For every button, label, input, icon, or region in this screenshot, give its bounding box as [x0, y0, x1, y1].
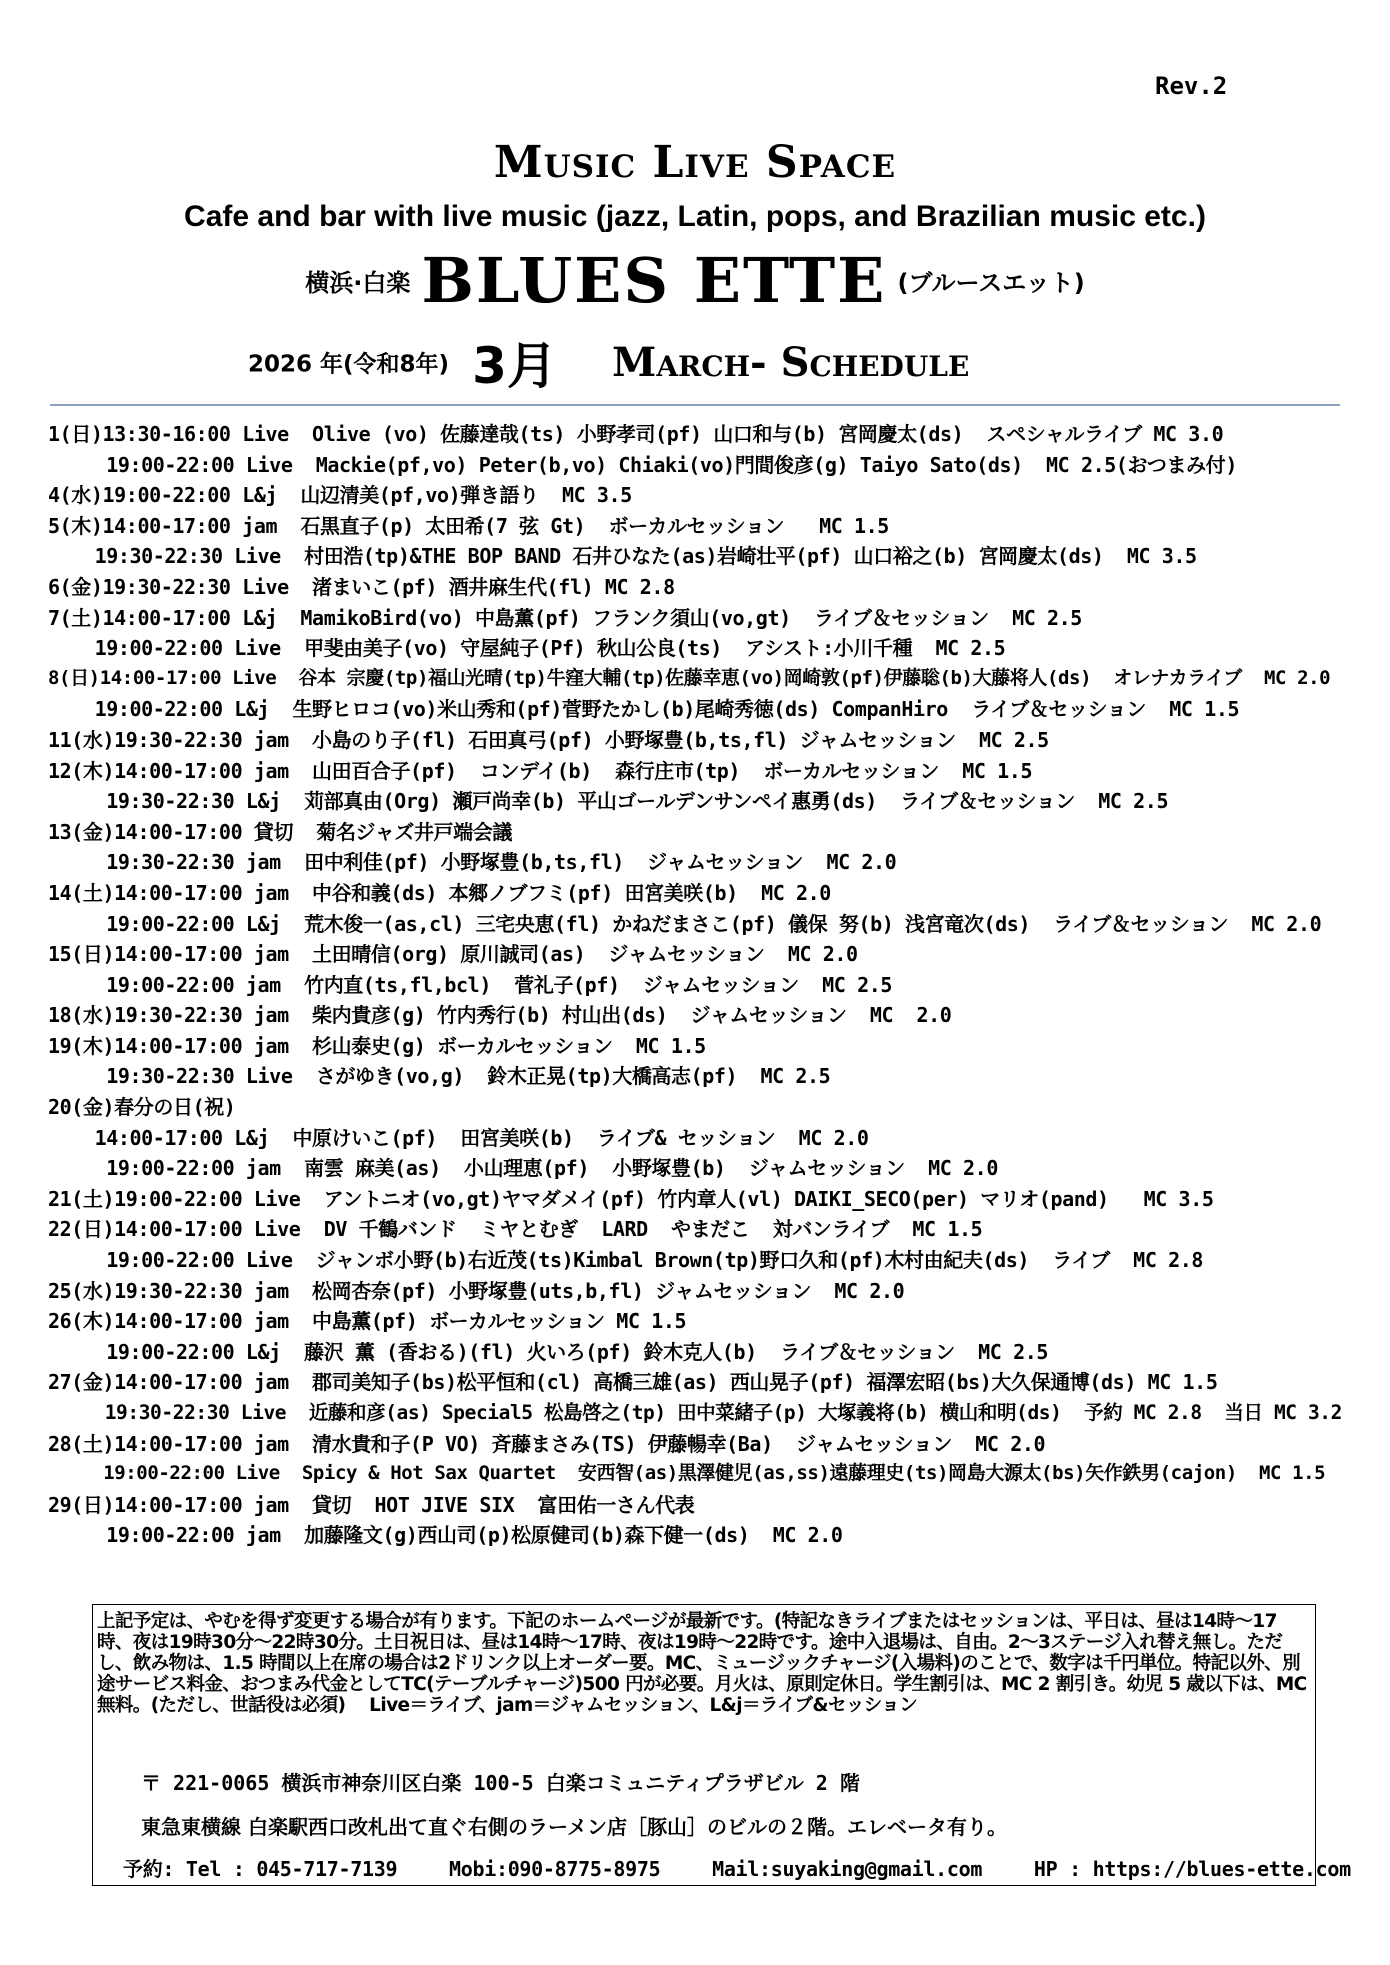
- schedule-row: 28(土)14:00-17:00 jam 清水貴和子(P VO) 斉藤まさみ(TS) 伊藤暢幸(Ba) ジャムセッション MC 2.0: [48, 1431, 1046, 1456]
- schedule-row: 19:00-22:00 Live 甲斐由美子(vo) 守屋純子(Pf) 秋山公良(ts) アシスト:小川千種 MC 2.5: [48, 636, 1006, 661]
- schedule-row: 18(水)19:30-22:30 jam 柴内貴彦(g) 竹内秀行(b) 村山出(ds) ジャムセッション MC 2.0: [48, 1003, 952, 1028]
- schedule-row: 7(土)14:00-17:00 L&j MamikoBird(vo) 中島薫(pf) フランク須山(vo,gt) ライブ＆セッション MC 2.5: [48, 605, 1082, 630]
- divider: [50, 404, 1340, 406]
- notice-text: 上記予定は、やむを得ず変更する場合が有ります。下記のホームページが最新です。(特記なきライブまたはセッションは、平日は、昼は14時～17時、夜は19時30分～22時30分。土日祝日は、昼は14時～17時、夜は19時～22時です。途中入退場は、自由。2～3ステージ入れ替え無し。ただし、飲み物は、1.5 時間以上在席の場合は2ドリンク以上オーダー要。MC、ミュージックチャージ(入場料)のことで、数字は千円単位。特記以外、別途サービス料金、おつまみ代金としてTC(テーブルチャージ)500 円が必要。月火は、原則定休日。学生割引は、MC 2 割引き。幼児 5 歳以下は、MC 無料。(ただし、世話役は必須) Live＝ライブ、jam＝ジャムセッション、L&j＝ライブ&セッション: [97, 1611, 1307, 1716]
- schedule-row: 19:30-22:30 Live 村田浩(tp)&THE BOP BAND 石井ひなた(as)岩崎壮平(pf) 山口裕之(b) 宮岡慶太(ds) MC 3.5: [48, 544, 1197, 569]
- schedule-row: 15(日)14:00-17:00 jam 土田晴信(org) 原川誠司(as) ジャムセッション MC 2.0: [48, 942, 858, 967]
- venue-line: [0, 244, 1390, 317]
- schedule-row: 4(水)19:00-22:00 L&j 山辺清美(pf,vo)弾き語り MC 3.5: [48, 483, 632, 508]
- schedule-row: 1(日)13:30-16:00 Live Olive (vo) 佐藤達哉(ts) 小野孝司(pf) 山口和与(b) 宮岡慶太(ds) スペシャルライブ MC 3.0: [48, 422, 1224, 446]
- schedule-label: March- Schedule: [612, 338, 970, 386]
- schedule-row: 20(金)春分の日(祝): [48, 1095, 236, 1120]
- venue-location: 横浜·白楽: [305, 269, 411, 297]
- schedule-row: 5(木)14:00-17:00 jam 石黒直子(p) 太田希(7 弦 Gt) ボーカルセッション MC 1.5: [48, 513, 889, 538]
- schedule-row: 19:00-22:00 Live Mackie(pf,vo) Peter(b,vo) Chiaki(vo)門間俊彦(g) Taiyo Sato(ds) MC 2.5(おつまみ付): [48, 452, 1237, 477]
- schedule-row: 19:00-22:00 L&j 荒木俊一(as,cl) 三宅央恵(fl) かねだまさこ(pf) 儀保 努(b) 浅宮竜次(ds) ライブ＆セッション MC 2.0: [48, 911, 1322, 936]
- schedule-row: 12(木)14:00-17:00 jam 山田百合子(pf) コンデイ(b) 森行庄市(tp) ボーカルセッション MC 1.5: [48, 758, 1033, 783]
- schedule-row: 19:00-22:00 Live Spicy & Hot Sax Quartet 安西智(as)黒澤健児(as,ss)遠藤理史(ts)岡島大源太(bs)矢作鉄男(cajon) MC 1.5: [48, 1462, 1326, 1485]
- venue-brand: BLUES ETTE: [421, 244, 887, 317]
- schedule-row: 19:00-22:00 jam 竹内直(ts,fl,bcl) 菅礼子(pf) ジャムセッション MC 2.5: [48, 972, 893, 997]
- schedule-row: 11(水)19:30-22:30 jam 小島のり子(fl) 石田真弓(pf) 小野塚豊(b,ts,fl) ジャムセッション MC 2.5: [48, 727, 1049, 752]
- email-link[interactable]: Mail:suyaking@gmail.com: [712, 1857, 983, 1881]
- notice-box: [92, 1604, 1351, 1886]
- schedule-row: 14(土)14:00-17:00 jam 中谷和義(ds) 本郷ノブフミ(pf) 田宮美咲(b) MC 2.0: [48, 880, 831, 905]
- mobile-number[interactable]: Mobi:090-8775-8975: [448, 1857, 661, 1881]
- address: 〒 221-0065 横浜市神奈川区白楽 100-5 白楽コミュニティプラザビル 2 階: [141, 1771, 860, 1795]
- schedule-row: 22(日)14:00-17:00 Live DV 千鶴バンド ミヤとむぎ LARD やまだこ 対バンライブ MC 1.5: [48, 1217, 983, 1242]
- schedule-row: 29(日)14:00-17:00 jam 貸切 HOT JIVE SIX 富田佑一さん代表: [48, 1492, 695, 1517]
- contact-line: [123, 1853, 1351, 1882]
- page-title: Music Live Space: [493, 137, 897, 188]
- schedule-row: 19:00-22:00 jam 南雲 麻美(as) 小山理恵(pf) 小野塚豊(b) ジャムセッション MC 2.0: [48, 1156, 998, 1181]
- schedule-row: 25(水)19:30-22:30 jam 松岡杏奈(pf) 小野塚豊(uts,b,fl) ジャムセッション MC 2.0: [48, 1278, 905, 1303]
- schedule-row: 19(木)14:00-17:00 jam 杉山泰史(g) ボーカルセッション MC 1.5: [48, 1033, 706, 1058]
- schedule-row: 19:00-22:00 L&j 藤沢 薫 (香おる)(fl) 火いろ(pf) 鈴木克人(b) ライブ＆セッション MC 2.5: [48, 1339, 1049, 1364]
- schedule-row: 13(金)14:00-17:00 貸切 菊名ジャズ井戸端会議: [48, 819, 512, 844]
- schedule-row: 19:30-22:30 L&j 苅部真由(Org) 瀬戸尚幸(b) 平山ゴールデンサンペイ惠勇(ds) ライブ＆セッション MC 2.5: [48, 789, 1169, 814]
- schedule-year: 2026 年(令和8年): [248, 351, 450, 378]
- phone-number[interactable]: 予約: Tel : 045-717-7139: [123, 1857, 398, 1881]
- schedule-list: [48, 418, 1348, 1550]
- schedule-row: 26(木)14:00-17:00 jam 中島薫(pf) ボーカルセッション MC 1.5: [48, 1309, 687, 1334]
- schedule-row: 19:30-22:30 Live さがゆき(vo,g) 鈴木正晃(tp)大橋高志(pf) MC 2.5: [48, 1064, 831, 1089]
- schedule-month: 3月: [472, 337, 557, 395]
- schedule-row: 14:00-17:00 L&j 中原けいこ(pf) 田宮美咲(b) ライブ& セッション MC 2.0: [48, 1125, 869, 1150]
- schedule-row: 19:30-22:30 Live 近藤和彦(as) Special5 松島啓之(tp) 田中菜緒子(p) 大塚義将(b) 横山和明(ds) 予約 MC 2.8 当日 MC 3.2: [48, 1401, 1342, 1424]
- schedule-row: 21(土)19:00-22:00 Live アントニオ(vo,gt)ヤマダメイ(pf) 竹内章人(vl) DAIKI_SECO(per) マリオ(pand) MC 3.5: [48, 1186, 1214, 1211]
- homepage-link[interactable]: HP : https://blues-ette.com: [1033, 1857, 1351, 1881]
- access-info: 東急東横線 白楽駅西口改札出て直ぐ右側のラーメン店［豚山］のビルの２階。エレベータ有り。: [141, 1815, 1007, 1839]
- page-subtitle: Cafe and bar with live music (jazz, Latin, pops, and Brazilian music etc.): [184, 200, 1206, 233]
- schedule-heading: [248, 326, 969, 398]
- venue-brand-kana: (ブルースエット): [897, 269, 1085, 297]
- revision-label: Rev.2: [1155, 72, 1228, 100]
- schedule-row: 27(金)14:00-17:00 jam 郡司美知子(bs)松平恒和(cl) 高橋三雄(as) 西山晃子(pf) 福澤宏昭(bs)大久保通博(ds) MC 1.5: [48, 1370, 1218, 1395]
- schedule-row: 19:00-22:00 jam 加藤隆文(g)西山司(p)松原健司(b)森下健一(ds) MC 2.0: [48, 1523, 843, 1548]
- schedule-row: 19:00-22:00 Live ジャンボ小野(b)右近茂(ts)Kimbal Brown(tp)野口久和(pf)木村由紀夫(ds) ライブ MC 2.8: [48, 1248, 1204, 1273]
- schedule-row: 8(日)14:00-17:00 Live 谷本 宗慶(tp)福山光晴(tp)牛窪大輔(tp)佐藤幸恵(vo)岡崎敦(pf)伊藤聡(b)大藤将人(ds) オレナカライブ MC 2.0: [48, 666, 1331, 689]
- schedule-row: 19:00-22:00 L&j 生野ヒロコ(vo)米山秀和(pf)菅野たかし(b)尾崎秀徳(ds) CompanHiro ライブ＆セッション MC 1.5: [48, 697, 1240, 722]
- schedule-row: 19:30-22:30 jam 田中利佳(pf) 小野塚豊(b,ts,fl) ジャムセッション MC 2.0: [48, 850, 897, 875]
- schedule-row: 6(金)19:30-22:30 Live 渚まいこ(pf) 酒井麻生代(fl) MC 2.8: [48, 574, 675, 599]
